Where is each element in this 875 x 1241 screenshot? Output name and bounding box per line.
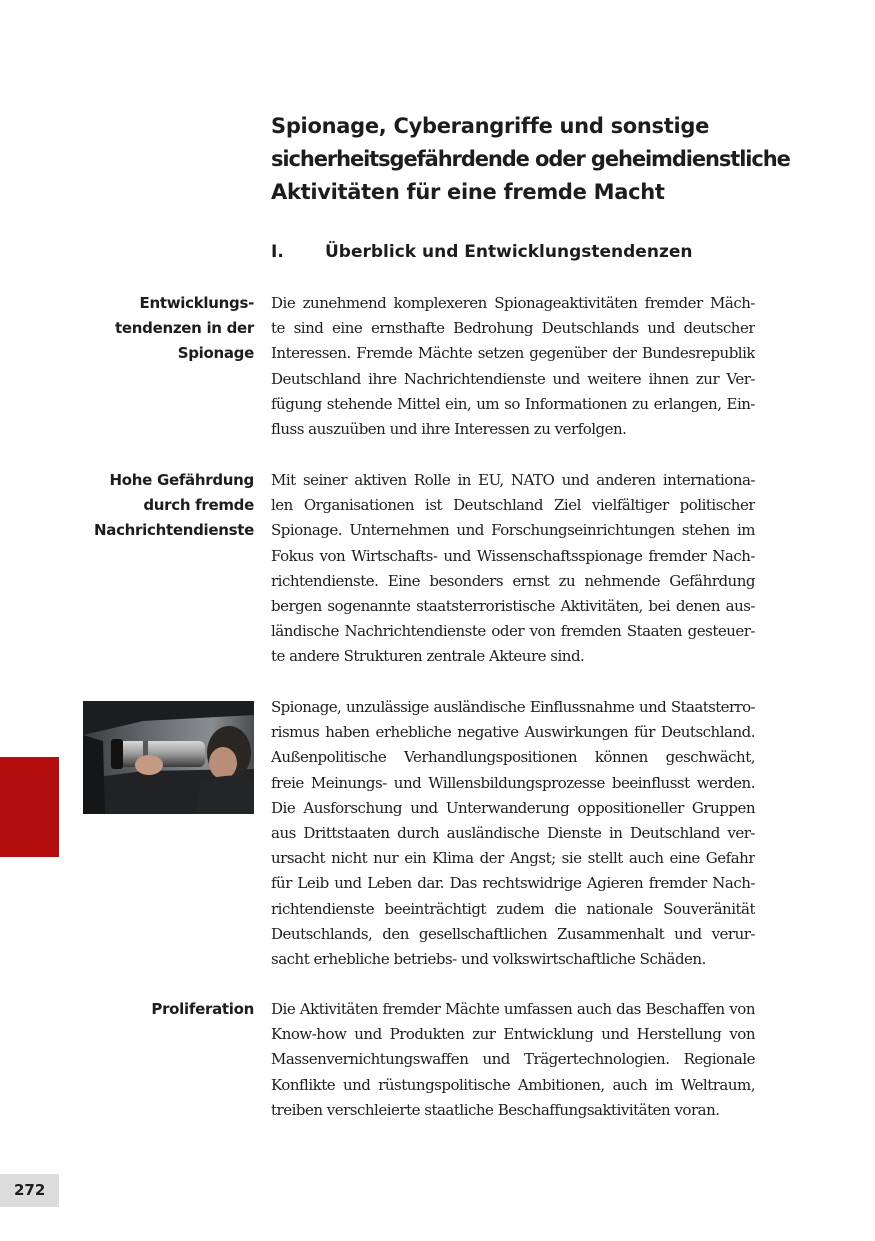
title-line: Aktivitäten für eine fremde Macht: [271, 180, 665, 204]
paragraph-line: ländische Nachrichtendienste oder von fremden Staaten gesteuer-: [271, 622, 755, 641]
side-label-line: durch fremde: [143, 496, 254, 515]
paragraph-line: Die zunehmend komplexeren Spionageaktivitäten fremder Mäch-: [271, 294, 755, 312]
paragraph-proliferation: [271, 997, 755, 1123]
paragraph-line: fügung stehende Mittel ein, um so Informationen zu erlangen, Ein-: [271, 394, 755, 413]
side-label-line: Proliferation: [151, 1000, 254, 1018]
title-line: Spionage, Cyberangriffe und sonstige: [271, 114, 710, 138]
side-label-entwicklungstendenzen: [54, 291, 254, 367]
side-label-line: Nachrichtendienste: [94, 521, 254, 540]
paragraph-line: Mit seiner aktiven Rolle in EU, NATO und anderen internationa-: [271, 471, 755, 489]
paragraph-line: sacht erhebliche betriebs- und volkswirtschaftliche Schäden.: [271, 950, 706, 969]
paragraph-line: treiben verschleierte staatliche Beschaffungsaktivitäten voran.: [271, 1100, 720, 1119]
paragraph-line: Deutschland ihre Nachrichtendienste und weitere ihnen zur Ver-: [271, 369, 755, 388]
paragraph-line: fluss auszuüben und ihre Interessen zu verfolgen.: [271, 420, 627, 439]
paragraph-line: Know-how und Produkten zur Entwicklung und Herstellung von: [271, 1025, 755, 1044]
paragraph-line: ursacht nicht nur ein Klima der Angst; sie stellt auch eine Gefahr: [271, 849, 755, 868]
paragraph-line: Spionage. Unternehmen und Forschungseinrichtungen stehen im: [271, 521, 755, 540]
section-heading: [271, 240, 771, 264]
chapter-tab: [0, 757, 59, 857]
paragraph-line: te andere Strukturen zentrale Akteure sind.: [271, 647, 585, 666]
side-label-proliferation: [54, 997, 254, 1022]
paragraph-line: bergen sogenannte staatsterroristische Aktivitäten, bei denen aus-: [271, 597, 755, 616]
paragraph-line: Spionage, unzulässige ausländische Einflussnahme und Staatsterro-: [271, 698, 755, 716]
paragraph-line: Die Aktivitäten fremder Mächte umfassen auch das Beschaffen von: [271, 1000, 755, 1018]
page-title: [271, 110, 791, 209]
side-label-line: tendenzen in der: [115, 319, 254, 338]
paragraph-entwicklungstendenzen: [271, 291, 755, 442]
paragraph-line: te sind eine ernsthafte Bedrohung Deutschlands und deutscher: [271, 319, 755, 338]
paragraph-line: Die Ausforschung und Unterwanderung oppositioneller Gruppen: [271, 798, 755, 817]
paragraph-line: rismus haben erhebliche negative Auswirkungen für Deutschland.: [271, 723, 755, 742]
paragraph-line: Fokus von Wirtschafts- und Wissenschaftsspionage fremder Nach-: [271, 546, 755, 565]
paragraph-line: Außenpolitische Verhandlungspositionen können geschwächt,: [271, 748, 755, 767]
surveillance-photo: [83, 701, 254, 814]
title-line: sicherheitsgefährdende oder geheimdienstliche: [271, 147, 790, 171]
paragraph-auswirkungen: [271, 695, 755, 972]
side-label-line: Hohe Gefährdung: [109, 471, 254, 489]
paragraph-line: Konflikte und rüstungspolitische Ambitionen, auch im Weltraum,: [271, 1075, 755, 1094]
side-label-line: Spionage: [177, 344, 254, 363]
paragraph-line: richtendienste. Eine besonders ernst zu nehmende Gefährdung: [271, 571, 755, 590]
section-number: I.: [271, 242, 284, 262]
page-number: 272: [14, 1181, 46, 1199]
section-title: Überblick und Entwicklungstendenzen: [325, 242, 693, 262]
side-label-line: Entwicklungs-: [139, 294, 254, 312]
paragraph-line: aus Drittstaaten durch ausländische Dienste in Deutschland ver-: [271, 824, 755, 843]
paragraph-hohe-gefaehrdung: [271, 468, 755, 670]
paragraph-line: Deutschlands, den gesellschaftlichen Zusammenhalt und verur-: [271, 924, 755, 943]
paragraph-line: Massenvernichtungswaffen und Trägertechnologien. Regionale: [271, 1050, 755, 1069]
paragraph-line: für Leib und Leben dar. Das rechtswidrige Agieren fremder Nach-: [271, 874, 755, 893]
paragraph-line: freie Meinungs- und Willensbildungsprozesse beeinflusst werden.: [271, 773, 755, 792]
paragraph-line: len Organisationen ist Deutschland Ziel vielfältiger politischer: [271, 496, 755, 515]
side-label-hohe-gefaehrdung: [54, 468, 254, 544]
paragraph-line: Interessen. Fremde Mächte setzen gegenüber der Bundesrepublik: [271, 344, 755, 363]
paragraph-line: richtendienste beeinträchtigt zudem die nationale Souveränität: [271, 899, 755, 918]
